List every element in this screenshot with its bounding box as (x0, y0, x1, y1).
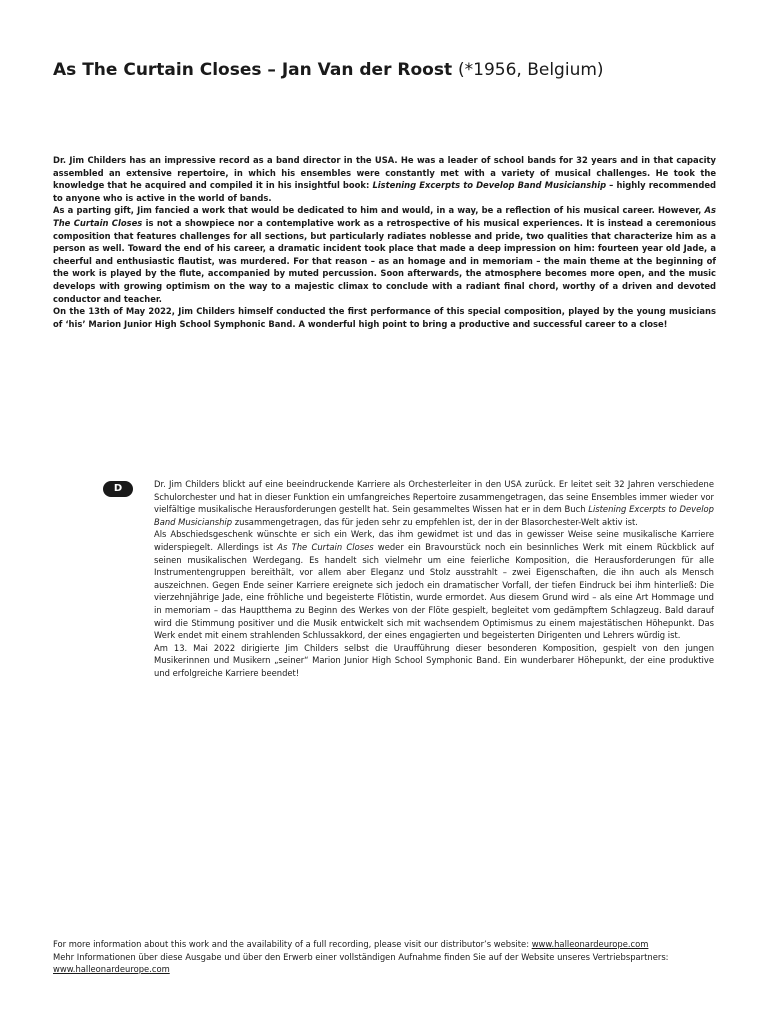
german-p2-end: weder ein Bravourstück noch ein besinnliches Werk mit einem Rückblick auf seinen musikalischen Werdegang. Es handelt sich vielmehr um eine feierliche Komposition, die Herausforderungen für alle Instrumentengruppen bereithält, vor allem aber Eleganz und Stolz ausstrahlt – zwei Eigenschaften, die ihn auch als Mensch auszeichnen. Gegen Ende seiner Karriere ereignete sich jedoch ein dramatischer Vorfall, der tiefen Eindruck bei ihm hinterließ: Die vierzehnjährige Jade, eine fröhliche und begeisterte Flötistin, wurde ermordet. Aus diesem Grund wird – als eine Art Hommage und in memoriam – das Hauptthema zu Beginn des Werkes von der Flöte gespielt, begleitet vom gedämpftem Schlagzeug. Bald darauf wird die Stimmung positiver und die Musik entwickelt sich mit wachsendem Optimismus zu einem majestätischen Höhepunkt. Das Werk endet mit einem strahlenden Schlussakkord, der eines engagierten und begeisterten Dirigenten und Lehrers würdig ist. (154, 541, 714, 641)
german-p1-end: zusammengetragen, das für jeden sehr zu empfehlen ist, der in der Blasorchester-Welt aktiv ist. (232, 516, 638, 527)
german-work-title: As The Curtain Closes (277, 541, 374, 552)
german-text (154, 478, 714, 680)
english-book-title: Listening Excerpts to Develop Band Musicianship (372, 180, 607, 191)
german-paragraph-2 (154, 528, 714, 641)
page-title (53, 60, 733, 80)
title-subtitle: (*1956, Belgium) (458, 60, 604, 80)
german-p1-text: Dr. Jim Childers blickt auf eine beeindruckende Karriere als Orchesterleiter in den USA zurück. Er leitet seit 32 Jahren verschiedene Schulorchester und hat in dieser Funktion ein umfangreiches Repertoire zusammengetragen, das seine Ensembles immer wieder vor vielfältige musikalische Herausforderungen gestellt hat. Sein gesammeltes Wissen hat er in dem Buch (154, 479, 714, 515)
footer-english (53, 938, 717, 951)
title-main: As The Curtain Closes – Jan Van der Roost (53, 60, 453, 80)
german-paragraph-3: Am 13. Mai 2022 dirigierte Jim Childers selbst die Uraufführung dieser besonderen Komposition, gespielt von den jungen Musikerinnen und Musikern „seiner“ Marion Junior High School Symphonic Band. Ein wunderbarer Höhepunkt, der eine produktive und erfolgreiche Karriere beendet! (154, 642, 714, 678)
english-paragraph-3: On the 13th of May 2022, Jim Childers himself conducted the first performance of this special composition, played by the young musicians of ‘his’ Marion Junior High School Symphonic Band. A wonderful high point to bring a productive and successful career to a close! (53, 306, 716, 329)
english-p1-end: – highly recommended to anyone who is active in the world of bands. (53, 180, 716, 203)
footer-german-link[interactable]: www.halleonardeurope.com (53, 964, 170, 975)
language-badge-de: D (103, 481, 133, 497)
english-p2-end: is not a showpiece nor a contemplative work as a retrospective of his musical experiences. It is instead a ceremonious composition that features challenges for all sections, but particularly radiates noblesse and pride, two qualities that characterize him as a person as well. Toward the end of his career, a dramatic incident took place that made a deep impression on him: fourteen year old Jade, a cheerful and enthusiastic flautist, was murdered. For that reason – as an homage and in memoriam – the main theme at the beginning of the work is played by the flute, accompanied by muted percussion. Soon afterwards, the atmosphere becomes more open, and the music develops with growing optimism on the way to a majestic climax to conclude with a radiant final chord, worthy of a driven and devoted conductor and teacher. (53, 217, 716, 304)
footer-english-text: For more information about this work and the availability of a full recording, please visit our distributor’s website: (53, 939, 532, 949)
footer (53, 938, 717, 976)
german-book-title: Listening Excerpts to Develop Band Musicianship (154, 504, 714, 527)
english-p2-text: As a parting gift, Jim fancied a work that would be dedicated to him and would, in a way, be a reflection of his musical career. However, (53, 205, 705, 216)
english-paragraph-1 (53, 154, 716, 204)
german-p2-text: Als Abschiedsgeschenk wünschte er sich ein Werk, das ihm gewidmet ist und das in gewisser Weise seine musikalische Karriere widerspiegelt. Allerdings ist (154, 529, 714, 552)
english-p1-text: Dr. Jim Childers has an impressive record as a band director in the USA. He was a leader of school bands for 32 years and in that capacity assembled an extensive repertoire, in which his ensembles were constantly met with a variety of musical challenges. He took the knowledge that he acquired and compiled it in his insightful book: (53, 155, 716, 191)
footer-german-text: Mehr Informationen über diese Ausgabe und über den Erwerb einer vollständigen Aufnahme finden Sie auf der Website unseres Vertriebspartners: (53, 951, 669, 962)
english-paragraph-2 (53, 204, 716, 305)
footer-english-link[interactable]: www.halleonardeurope.com (531, 939, 649, 949)
footer-german (53, 951, 717, 976)
english-text (53, 154, 716, 330)
english-work-title: As The Curtain Closes (53, 205, 716, 228)
german-paragraph-1 (154, 478, 714, 528)
